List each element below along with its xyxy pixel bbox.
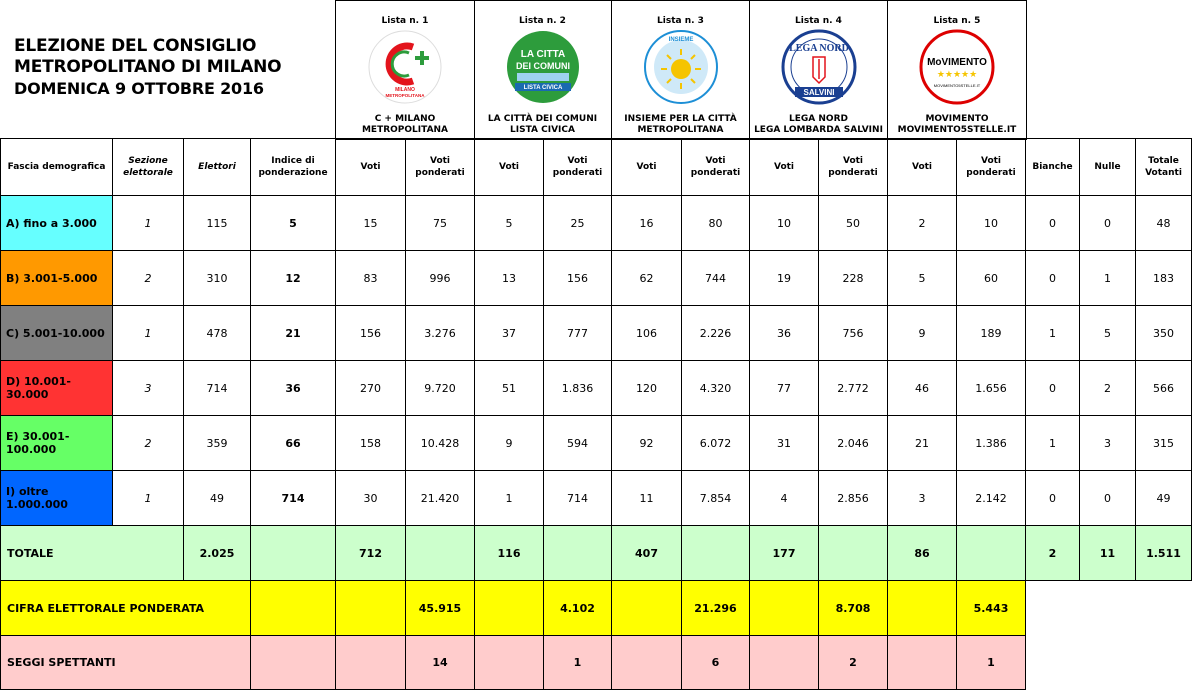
header-bianche: Bianche	[1026, 139, 1080, 196]
sezione-cell: 1	[113, 196, 184, 251]
totale-label: TOTALE	[1, 526, 184, 581]
list-3-header	[612, 0, 750, 140]
voti-cell: 31	[750, 416, 819, 471]
voti-ponderati-cell: 7.854	[682, 471, 750, 526]
seggi-value-2: 1	[544, 636, 612, 690]
page-title	[14, 36, 330, 99]
lega-nord-logo-icon	[781, 29, 857, 105]
voti-ponderati-cell: 10	[957, 196, 1026, 251]
list-5-name: MOVIMENTO MOVIMENTO5STELLE.IT	[897, 114, 1017, 135]
header-totale: Totale Votanti	[1136, 139, 1192, 196]
voti-ponderati-cell: 189	[957, 306, 1026, 361]
voti-cell: 9	[475, 416, 544, 471]
insieme-sun-logo-icon	[643, 29, 719, 105]
totale-votanti-cell: 183	[1136, 251, 1192, 306]
data-rows	[1, 196, 1192, 526]
svg-text:METROPOLITANA: METROPOLITANA	[385, 93, 425, 98]
results-table	[0, 138, 1192, 690]
voti-cell: 37	[475, 306, 544, 361]
voti-ponderati-cell: 50	[819, 196, 888, 251]
totale-voti-5: 86	[888, 526, 957, 581]
voti-cell: 3	[888, 471, 957, 526]
voti-cell: 30	[336, 471, 406, 526]
list-1-label: Lista n. 1	[381, 16, 429, 26]
title-line-1: ELEZIONE DEL CONSIGLIO	[14, 36, 257, 56]
voti-ponderati-cell: 777	[544, 306, 612, 361]
cifra-row	[1, 581, 1192, 636]
voti-cell: 51	[475, 361, 544, 416]
totale-voti-2: 116	[475, 526, 544, 581]
seggi-value-3: 6	[682, 636, 750, 690]
c-plus-logo-icon	[367, 29, 443, 105]
indice-cell: 12	[251, 251, 336, 306]
cifra-value-4: 8.708	[819, 581, 888, 636]
voti-cell: 36	[750, 306, 819, 361]
voti-ponderati-cell: 2.772	[819, 361, 888, 416]
voti-ponderati-cell: 2.226	[682, 306, 750, 361]
svg-text:LISTA CIVICA: LISTA CIVICA	[523, 85, 562, 91]
table-row	[1, 196, 1192, 251]
svg-text:MILANO: MILANO	[395, 87, 415, 93]
header-sezione: Sezione elettorale	[113, 139, 184, 196]
indice-cell: 5	[251, 196, 336, 251]
voti-cell: 270	[336, 361, 406, 416]
voti-cell: 77	[750, 361, 819, 416]
voti-ponderati-cell: 75	[406, 196, 475, 251]
list-1-header	[335, 0, 475, 140]
totale-elettori: 2.025	[184, 526, 251, 581]
totale-row	[1, 526, 1192, 581]
indice-cell: 714	[251, 471, 336, 526]
totale-votanti-cell: 48	[1136, 196, 1192, 251]
list-2-header	[474, 0, 612, 140]
fascia-cell: E) 30.001-100.000	[1, 416, 113, 471]
voti-cell: 158	[336, 416, 406, 471]
cifra-value-3: 21.296	[682, 581, 750, 636]
voti-ponderati-cell: 6.072	[682, 416, 750, 471]
nulle-cell: 2	[1080, 361, 1136, 416]
header-voti-pond-3: Voti ponderati	[682, 139, 750, 196]
bianche-cell: 0	[1026, 196, 1080, 251]
voti-ponderati-cell: 1.386	[957, 416, 1026, 471]
elettori-cell: 478	[184, 306, 251, 361]
bianche-cell: 0	[1026, 251, 1080, 306]
totale-voti-4: 177	[750, 526, 819, 581]
totale-votanti-cell: 566	[1136, 361, 1192, 416]
fascia-cell: I) oltre 1.000.000	[1, 471, 113, 526]
bianche-cell: 0	[1026, 471, 1080, 526]
totale-empty	[251, 526, 336, 581]
header-fascia: Fascia demografica	[1, 139, 113, 196]
totale-bianche: 2	[1026, 526, 1080, 581]
voti-cell: 16	[612, 196, 682, 251]
totale-votanti: 1.511	[1136, 526, 1192, 581]
svg-text:INSIEME: INSIEME	[668, 37, 693, 43]
fascia-cell: C) 5.001-10.000	[1, 306, 113, 361]
header-voti-pond-2: Voti ponderati	[544, 139, 612, 196]
header-voti-3: Voti	[612, 139, 682, 196]
elettori-cell: 714	[184, 361, 251, 416]
header-voti-pond-5: Voti ponderati	[957, 139, 1026, 196]
header-voti-pond-4: Voti ponderati	[819, 139, 888, 196]
voti-cell: 9	[888, 306, 957, 361]
header-voti-4: Voti	[750, 139, 819, 196]
voti-cell: 4	[750, 471, 819, 526]
header-voti-2: Voti	[475, 139, 544, 196]
m5s-logo-icon	[919, 29, 995, 105]
fascia-cell: B) 3.001-5.000	[1, 251, 113, 306]
voti-cell: 5	[888, 251, 957, 306]
bianche-cell: 1	[1026, 416, 1080, 471]
list-5-header	[888, 0, 1027, 140]
sezione-cell: 1	[113, 306, 184, 361]
svg-text:★★★★★: ★★★★★	[936, 70, 978, 80]
nulle-cell: 0	[1080, 196, 1136, 251]
cifra-value-1: 45.915	[406, 581, 475, 636]
header-elettori: Elettori	[184, 139, 251, 196]
header-row	[1, 139, 1192, 196]
voti-cell: 2	[888, 196, 957, 251]
elettori-cell: 359	[184, 416, 251, 471]
elettori-cell: 49	[184, 471, 251, 526]
list-1-name: C + MILANO METROPOLITANA	[361, 114, 449, 135]
voti-ponderati-cell: 10.428	[406, 416, 475, 471]
citta-dei-comuni-logo-icon	[505, 29, 581, 105]
voti-ponderati-cell: 60	[957, 251, 1026, 306]
voti-cell: 92	[612, 416, 682, 471]
sezione-cell: 2	[113, 251, 184, 306]
indice-cell: 21	[251, 306, 336, 361]
seggi-label: SEGGI SPETTANTI	[1, 636, 251, 690]
voti-cell: 62	[612, 251, 682, 306]
voti-ponderati-cell: 25	[544, 196, 612, 251]
list-2-name: LA CITTÀ DEI COMUNI LISTA CIVICA	[487, 114, 598, 135]
voti-cell: 156	[336, 306, 406, 361]
voti-cell: 19	[750, 251, 819, 306]
cifra-value-2: 4.102	[544, 581, 612, 636]
voti-ponderati-cell: 9.720	[406, 361, 475, 416]
seggi-value-5: 1	[957, 636, 1026, 690]
voti-ponderati-cell: 756	[819, 306, 888, 361]
nulle-cell: 0	[1080, 471, 1136, 526]
voti-ponderati-cell: 3.276	[406, 306, 475, 361]
voti-ponderati-cell: 21.420	[406, 471, 475, 526]
svg-text:MOVIMENTO5STELLE.IT: MOVIMENTO5STELLE.IT	[933, 83, 981, 88]
totale-voti-1: 712	[336, 526, 406, 581]
header-indice: Indice di ponderazione	[251, 139, 336, 196]
seggi-value-1: 14	[406, 636, 475, 690]
svg-text:MoVIMENTO: MoVIMENTO	[927, 57, 987, 68]
elettori-cell: 115	[184, 196, 251, 251]
nulle-cell: 5	[1080, 306, 1136, 361]
voti-cell: 10	[750, 196, 819, 251]
voti-ponderati-cell: 1.836	[544, 361, 612, 416]
voti-cell: 15	[336, 196, 406, 251]
voti-cell: 13	[475, 251, 544, 306]
table-row	[1, 361, 1192, 416]
bianche-cell: 1	[1026, 306, 1080, 361]
voti-cell: 5	[475, 196, 544, 251]
voti-ponderati-cell: 1.656	[957, 361, 1026, 416]
voti-cell: 46	[888, 361, 957, 416]
totale-nulle: 11	[1080, 526, 1136, 581]
voti-cell: 83	[336, 251, 406, 306]
totale-votanti-cell: 350	[1136, 306, 1192, 361]
seggi-value-4: 2	[819, 636, 888, 690]
list-3-name: INSIEME PER LA CITTÀ METROPOLITANA	[624, 114, 737, 135]
svg-text:LA CITTA: LA CITTA	[520, 49, 565, 60]
voti-ponderati-cell: 80	[682, 196, 750, 251]
nulle-cell: 3	[1080, 416, 1136, 471]
list-2-label: Lista n. 2	[519, 16, 566, 26]
table-row	[1, 306, 1192, 361]
table-row	[1, 251, 1192, 306]
voti-cell: 21	[888, 416, 957, 471]
title-line-3: DOMENICA 9 OTTOBRE 2016	[14, 79, 264, 98]
sezione-cell: 1	[113, 471, 184, 526]
indice-cell: 36	[251, 361, 336, 416]
list-3-label: Lista n. 3	[657, 16, 704, 26]
elettori-cell: 310	[184, 251, 251, 306]
voti-ponderati-cell: 996	[406, 251, 475, 306]
voti-cell: 120	[612, 361, 682, 416]
voti-cell: 11	[612, 471, 682, 526]
totale-votanti-cell: 49	[1136, 471, 1192, 526]
svg-text:DEI COMUNI: DEI COMUNI	[515, 61, 570, 71]
voti-ponderati-cell: 2.142	[957, 471, 1026, 526]
sezione-cell: 3	[113, 361, 184, 416]
sezione-cell: 2	[113, 416, 184, 471]
fascia-cell: D) 10.001-30.000	[1, 361, 113, 416]
list-4-name: LEGA NORD LEGA LOMBARDA SALVINI	[754, 114, 883, 135]
header-nulle: Nulle	[1080, 139, 1136, 196]
svg-text:SALVINI: SALVINI	[803, 88, 834, 97]
voti-ponderati-cell: 594	[544, 416, 612, 471]
header-voti-pond-1: Voti ponderati	[406, 139, 475, 196]
header-voti-5: Voti	[888, 139, 957, 196]
voti-ponderati-cell: 744	[682, 251, 750, 306]
totale-voti-3: 407	[612, 526, 682, 581]
fascia-cell: A) fino a 3.000	[1, 196, 113, 251]
voti-ponderati-cell: 714	[544, 471, 612, 526]
cifra-value-5: 5.443	[957, 581, 1026, 636]
svg-text:LEGA NORD: LEGA NORD	[788, 43, 849, 54]
nulle-cell: 1	[1080, 251, 1136, 306]
title-line-2: METROPOLITANO DI MILANO	[14, 57, 282, 77]
voti-ponderati-cell: 4.320	[682, 361, 750, 416]
cifra-label: CIFRA ELETTORALE PONDERATA	[1, 581, 251, 636]
voti-ponderati-cell: 156	[544, 251, 612, 306]
totale-votanti-cell: 315	[1136, 416, 1192, 471]
voti-cell: 1	[475, 471, 544, 526]
header-voti-1: Voti	[336, 139, 406, 196]
indice-cell: 66	[251, 416, 336, 471]
list-4-header	[750, 0, 888, 140]
bianche-cell: 0	[1026, 361, 1080, 416]
table-row	[1, 471, 1192, 526]
table-row	[1, 416, 1192, 471]
voti-ponderati-cell: 2.856	[819, 471, 888, 526]
voti-ponderati-cell: 228	[819, 251, 888, 306]
list-4-label: Lista n. 4	[795, 16, 842, 26]
voti-cell: 106	[612, 306, 682, 361]
seggi-row	[1, 636, 1192, 690]
voti-ponderati-cell: 2.046	[819, 416, 888, 471]
list-5-label: Lista n. 5	[933, 16, 981, 26]
